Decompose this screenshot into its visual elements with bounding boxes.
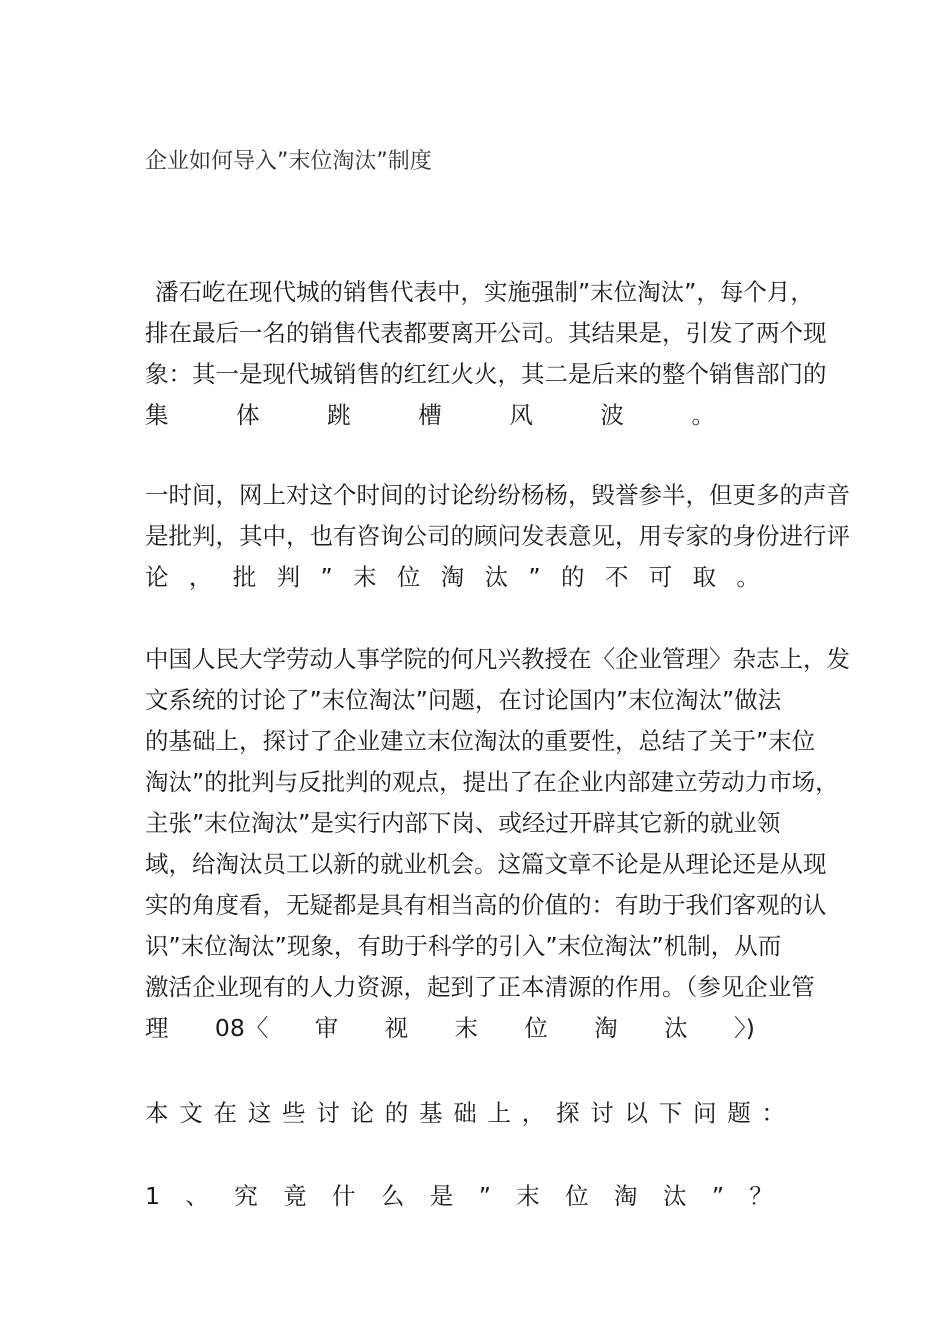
char: 1: [145, 1182, 160, 1210]
char: 淘: [440, 563, 465, 591]
char: 淘: [594, 1014, 618, 1042]
char: 体: [236, 401, 260, 429]
char: 文: [179, 1099, 203, 1127]
char: 可: [648, 563, 673, 591]
char: 的: [384, 1099, 409, 1127]
char: 、: [185, 1182, 209, 1210]
paragraph-3: [145, 639, 850, 1049]
char: 。: [736, 563, 760, 591]
char: ，: [188, 563, 213, 591]
paragraph-line: 实的角度看，无疑都是具有相当高的价值的：有助于我们客观的认: [145, 891, 827, 919]
char: 探: [556, 1099, 580, 1127]
char: 末: [516, 1182, 540, 1210]
char: 的: [560, 563, 585, 591]
char: 下: [658, 1099, 683, 1127]
paragraph-line: 文系统的讨论了”末位淘汰”问题，在讨论国内”末位淘汰”做法: [145, 686, 782, 714]
char: 论: [350, 1099, 374, 1127]
paragraph-last-line: [145, 1008, 755, 1049]
char: ”: [478, 1182, 491, 1210]
paragraph-line: 中国人民大学劳动人事学院的何凡兴教授在〈企业管理〉杂志上，发: [145, 645, 850, 673]
paragraph-line: 排在最后一名的销售代表都要离开公司。其结果是，引发了两个现: [145, 319, 827, 347]
char: 位: [396, 563, 421, 591]
char: 末: [352, 563, 377, 591]
paragraph-last-line: [145, 1176, 773, 1217]
char: ”: [320, 563, 333, 591]
char: 本: [145, 1099, 169, 1127]
char: ”: [528, 563, 541, 591]
paragraph-2: [145, 475, 850, 598]
char: 讨: [590, 1099, 614, 1127]
char: 视: [384, 1014, 409, 1042]
paragraph-line: 一时间，网上对这个时间的讨论纷纷杨杨，毁誉参半，但更多的声音: [145, 481, 850, 509]
char: 判: [276, 563, 301, 591]
char: 取: [692, 563, 717, 591]
char: 位: [565, 1182, 589, 1210]
char: 风: [509, 401, 533, 429]
char: 问: [693, 1099, 717, 1127]
document-title: 企业如何导入”末位淘汰”制度: [145, 149, 432, 174]
char: 上: [487, 1099, 511, 1127]
char: 论: [145, 563, 169, 591]
char: 集: [145, 401, 169, 429]
char: 题: [727, 1099, 751, 1127]
paragraph-1: [145, 272, 827, 436]
char: 在: [213, 1099, 237, 1127]
char: ？: [749, 1182, 773, 1210]
paragraph-line: 激活企业现有的人力资源，起到了正本清源的作用。（参见企业管: [145, 973, 815, 1001]
char: 末: [454, 1014, 478, 1042]
char: 以: [624, 1099, 648, 1127]
char: 位: [524, 1014, 548, 1042]
char: 〉): [734, 1014, 755, 1042]
paragraph-line: 是批判，其中，也有咨询公司的顾问发表意见，用专家的身份进行评: [145, 522, 850, 550]
paragraph-line: 象：其一是现代城销售的红红火火，其二是后来的整个销售部门的: [145, 360, 827, 388]
paragraph-line: 潘石屹在现代城的销售代表中，实施强制”末位淘汰”，每个月，: [155, 278, 814, 306]
char: 竟: [283, 1182, 307, 1210]
char: ，: [521, 1099, 546, 1127]
char: 究: [234, 1182, 258, 1210]
paragraph-last-line: [145, 557, 760, 598]
char: 槽: [418, 401, 442, 429]
char: 这: [247, 1099, 272, 1127]
char: 基: [419, 1099, 443, 1127]
char: 不: [604, 563, 629, 591]
char: 汰: [662, 1182, 687, 1210]
paragraph-4: [145, 1093, 805, 1134]
char: 。: [691, 401, 715, 429]
char: 跳: [327, 401, 351, 429]
paragraph-line: 识”末位淘汰”现象，有助于科学的引入”末位淘汰”机制，从而: [145, 932, 782, 960]
char: ”: [711, 1182, 725, 1210]
char: ：: [761, 1099, 785, 1127]
paragraph-last-line: [145, 1093, 785, 1134]
paragraph-line: 域，给淘汰员工以新的就业机会。这篇文章不论是从理论还是从现: [145, 850, 827, 878]
char: 些: [282, 1099, 306, 1127]
char: 08〈: [214, 1014, 269, 1042]
paragraph-line: 淘汰”的批判与反批判的观点，提出了在企业内部建立劳动力市场，: [145, 768, 839, 796]
char: 汰: [484, 563, 509, 591]
char: 是: [429, 1182, 454, 1210]
char: 讨: [316, 1099, 340, 1127]
char: 什: [332, 1182, 356, 1210]
char: 础: [453, 1099, 477, 1127]
paragraph-5: [145, 1176, 805, 1217]
paragraph-line: 的基础上，探讨了企业建立末位淘汰的重要性，总结了关于”末位: [145, 727, 816, 755]
char: 汰: [664, 1014, 688, 1042]
char: 淘: [614, 1182, 638, 1210]
char: 么: [380, 1182, 405, 1210]
paragraph-last-line: [145, 395, 715, 436]
char: 审: [314, 1014, 339, 1042]
char: 波: [600, 401, 624, 429]
char: 批: [232, 563, 257, 591]
paragraph-line: 主张”末位淘汰”是实行内部下岗、或经过开辟其它新的就业领: [145, 809, 781, 837]
char: 理: [145, 1014, 169, 1042]
